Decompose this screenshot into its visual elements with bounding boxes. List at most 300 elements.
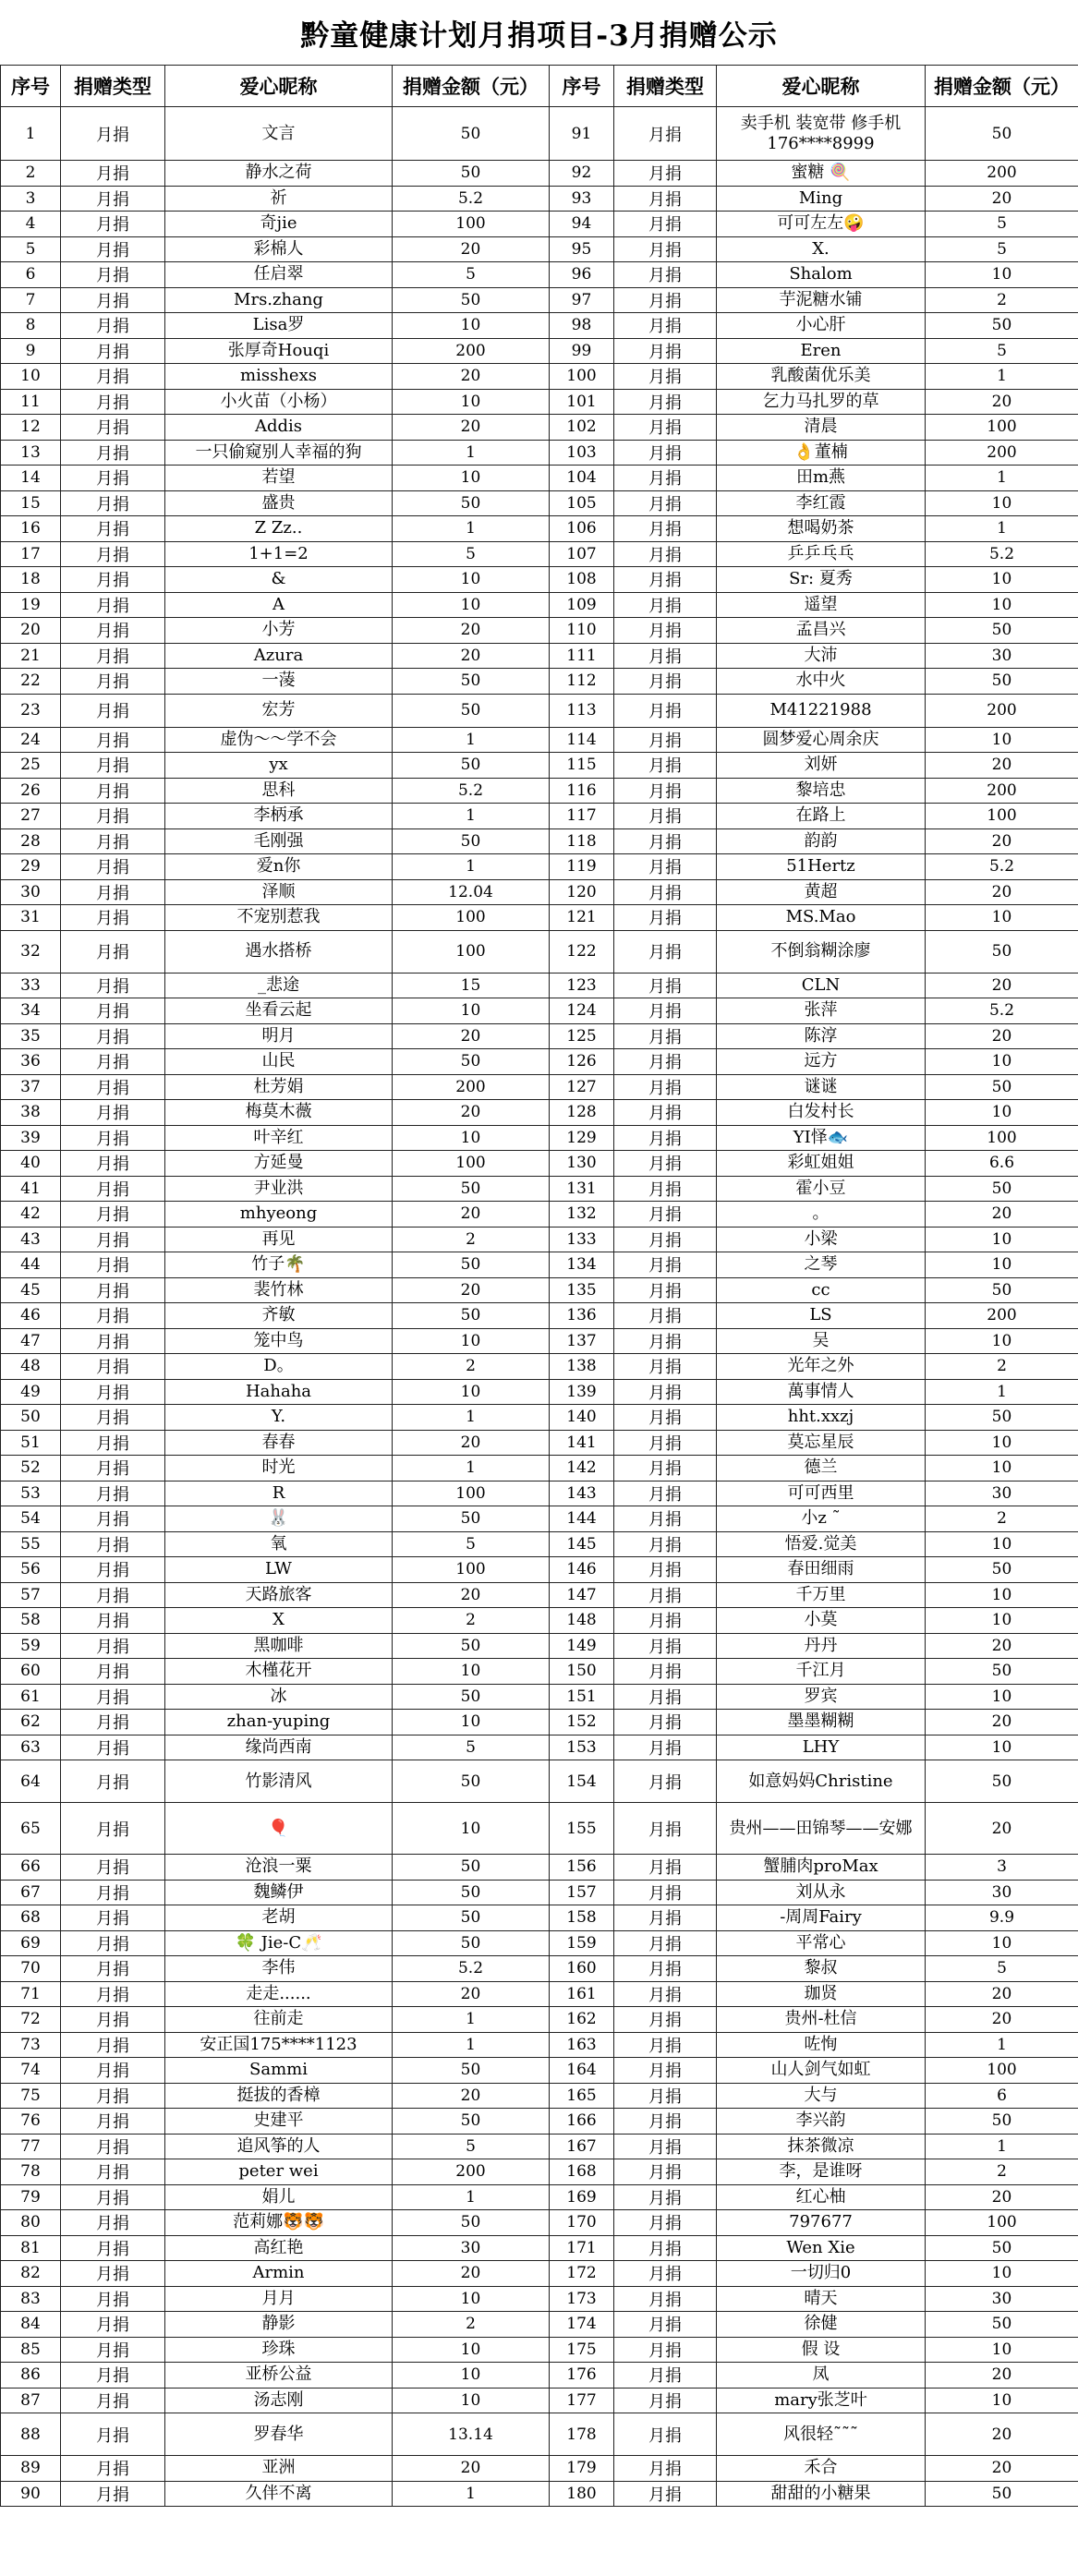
row-type: 月捐 (614, 2481, 717, 2507)
row-type: 月捐 (614, 1151, 717, 1177)
row-nickname: 乒乒乓乓 (717, 541, 926, 567)
row-nickname: 水中火 (717, 669, 926, 695)
row-no: 57 (1, 1582, 61, 1608)
table-row (1, 1405, 1078, 1431)
row-amount: 50 (926, 1405, 1078, 1431)
row-nickname: 小火苗（小杨） (165, 389, 393, 415)
row-no: 105 (550, 490, 614, 516)
table-body (1, 107, 1078, 2507)
row-no: 117 (550, 804, 614, 829)
row-nickname: CLN (717, 973, 926, 998)
row-amount: 10 (926, 1735, 1078, 1760)
row-nickname: 光年之外 (717, 1354, 926, 1380)
row-type: 月捐 (61, 2481, 165, 2507)
row-amount: 13.14 (393, 2413, 550, 2456)
row-nickname: 千万里 (717, 1582, 926, 1608)
table-row (1, 1710, 1078, 1735)
row-nickname: 史建平 (165, 2109, 393, 2135)
row-amount: 20 (926, 1202, 1078, 1228)
row-amount: 10 (926, 1252, 1078, 1278)
row-no: 98 (550, 313, 614, 339)
table-row (1, 313, 1078, 339)
row-amount: 20 (926, 879, 1078, 905)
table-row (1, 2456, 1078, 2482)
row-nickname: 韵韵 (717, 828, 926, 854)
row-nickname: 1+1=2 (165, 541, 393, 567)
table-row (1, 2413, 1078, 2456)
row-no: 69 (1, 1930, 61, 1956)
row-type: 月捐 (61, 107, 165, 161)
row-amount: 50 (393, 1176, 550, 1202)
row-nickname: 彩棉人 (165, 236, 393, 262)
table-row (1, 1506, 1078, 1532)
row-type: 月捐 (61, 1506, 165, 1532)
row-type: 月捐 (61, 1074, 165, 1100)
row-type: 月捐 (61, 2286, 165, 2312)
row-no: 36 (1, 1049, 61, 1075)
row-nickname: _悲途 (165, 973, 393, 998)
row-no: 170 (550, 2210, 614, 2236)
header-row (1, 66, 1078, 107)
row-type: 月捐 (614, 1608, 717, 1634)
row-no: 131 (550, 1176, 614, 1202)
row-no: 101 (550, 389, 614, 415)
row-amount: 100 (926, 804, 1078, 829)
row-nickname: 竹子🌴 (165, 1252, 393, 1278)
row-amount: 1 (393, 2184, 550, 2210)
row-no: 20 (1, 618, 61, 644)
row-amount: 50 (926, 930, 1078, 973)
row-nickname: 黑咖啡 (165, 1633, 393, 1659)
row-type: 月捐 (614, 1430, 717, 1456)
row-type: 月捐 (614, 1379, 717, 1405)
row-type: 月捐 (61, 2456, 165, 2482)
row-no: 147 (550, 1582, 614, 1608)
row-amount: 100 (393, 1151, 550, 1177)
row-amount: 1 (926, 466, 1078, 491)
row-amount: 5 (393, 2134, 550, 2159)
row-nickname: 静水之荷 (165, 161, 393, 187)
row-no: 26 (1, 778, 61, 804)
row-no: 104 (550, 466, 614, 491)
row-amount: 10 (393, 2363, 550, 2389)
row-type: 月捐 (614, 1100, 717, 1126)
row-no: 30 (1, 879, 61, 905)
row-type: 月捐 (61, 1481, 165, 1506)
table-row (1, 415, 1078, 441)
row-nickname: 徐健 (717, 2312, 926, 2338)
row-no: 2 (1, 161, 61, 187)
row-amount: 20 (926, 828, 1078, 854)
row-nickname: 墨墨糊糊 (717, 1710, 926, 1735)
table-row (1, 1582, 1078, 1608)
row-no: 90 (1, 2481, 61, 2507)
row-no: 173 (550, 2286, 614, 2312)
row-no: 23 (1, 694, 61, 727)
row-amount: 200 (926, 440, 1078, 466)
row-type: 月捐 (61, 973, 165, 998)
table-row (1, 618, 1078, 644)
row-nickname: 齐敏 (165, 1303, 393, 1329)
row-type: 月捐 (614, 466, 717, 491)
row-nickname: 想喝奶茶 (717, 516, 926, 542)
row-no: 180 (550, 2481, 614, 2507)
row-type: 月捐 (614, 905, 717, 931)
row-nickname: Azura (165, 643, 393, 669)
row-no: 148 (550, 1608, 614, 1634)
row-type: 月捐 (614, 727, 717, 753)
row-nickname: yx (165, 753, 393, 779)
table-row (1, 930, 1078, 973)
row-no: 33 (1, 973, 61, 998)
row-nickname: 贵州-杜信 (717, 2007, 926, 2033)
row-amount: 10 (393, 1659, 550, 1685)
table-row (1, 998, 1078, 1024)
row-nickname: D。 (165, 1354, 393, 1380)
table-row (1, 2007, 1078, 2033)
row-type: 月捐 (61, 1659, 165, 1685)
row-no: 144 (550, 1506, 614, 1532)
row-no: 139 (550, 1379, 614, 1405)
row-amount: 200 (926, 778, 1078, 804)
row-no: 141 (550, 1430, 614, 1456)
row-nickname: cc (717, 1277, 926, 1303)
row-type: 月捐 (61, 2388, 165, 2413)
table-row (1, 1905, 1078, 1931)
row-type: 月捐 (614, 1905, 717, 1931)
row-type: 月捐 (61, 236, 165, 262)
row-amount: 9.9 (926, 1905, 1078, 1931)
table-row (1, 854, 1078, 880)
row-nickname: M41221988 (717, 694, 926, 727)
row-type: 月捐 (614, 313, 717, 339)
row-type: 月捐 (614, 1735, 717, 1760)
row-type: 月捐 (614, 1023, 717, 1049)
row-nickname: 谜谜 (717, 1074, 926, 1100)
row-nickname: 时光 (165, 1456, 393, 1482)
row-no: 80 (1, 2210, 61, 2236)
table-row (1, 1227, 1078, 1252)
row-no: 102 (550, 415, 614, 441)
row-nickname: 蟹脯肉proMax (717, 1855, 926, 1881)
row-type: 月捐 (614, 1328, 717, 1354)
row-type: 月捐 (61, 1633, 165, 1659)
row-type: 月捐 (614, 2007, 717, 2033)
row-type: 月捐 (61, 2337, 165, 2363)
row-nickname: Lisa罗 (165, 313, 393, 339)
table-row (1, 1176, 1078, 1202)
row-type: 月捐 (614, 1582, 717, 1608)
row-no: 93 (550, 186, 614, 212)
row-nickname: 春田细雨 (717, 1557, 926, 1583)
row-nickname: 珍珠 (165, 2337, 393, 2363)
row-type: 月捐 (61, 727, 165, 753)
row-no: 66 (1, 1855, 61, 1881)
row-nickname: Armin (165, 2261, 393, 2287)
row-type: 月捐 (61, 1328, 165, 1354)
row-no: 163 (550, 2032, 614, 2058)
row-amount: 30 (926, 1481, 1078, 1506)
row-amount: 100 (393, 212, 550, 237)
row-amount: 2 (926, 2159, 1078, 2185)
row-type: 月捐 (61, 1710, 165, 1735)
row-no: 25 (1, 753, 61, 779)
row-nickname: 罗春华 (165, 2413, 393, 2456)
row-amount: 10 (393, 998, 550, 1024)
row-nickname: 风很轻˜˜˜ (717, 2413, 926, 2456)
row-type: 月捐 (614, 778, 717, 804)
row-amount: 50 (393, 694, 550, 727)
row-nickname: 清晨 (717, 415, 926, 441)
row-amount: 1 (926, 2032, 1078, 2058)
row-type: 月捐 (614, 1303, 717, 1329)
row-no: 55 (1, 1531, 61, 1557)
row-no: 53 (1, 1481, 61, 1506)
row-no: 47 (1, 1328, 61, 1354)
row-nickname: 萬事情人 (717, 1379, 926, 1405)
table-row (1, 1557, 1078, 1583)
row-nickname: X (165, 1608, 393, 1634)
row-amount: 10 (926, 490, 1078, 516)
row-nickname: 尹业洪 (165, 1176, 393, 1202)
row-amount: 10 (393, 1125, 550, 1151)
row-type: 月捐 (61, 1303, 165, 1329)
row-type: 月捐 (61, 1176, 165, 1202)
row-no: 86 (1, 2363, 61, 2389)
table-row (1, 287, 1078, 313)
row-type: 月捐 (614, 828, 717, 854)
row-type: 月捐 (614, 753, 717, 779)
table-row (1, 440, 1078, 466)
row-no: 21 (1, 643, 61, 669)
table-row (1, 1684, 1078, 1710)
header-no-2: 序号 (550, 66, 614, 107)
table-row (1, 2032, 1078, 2058)
row-nickname: 之琴 (717, 1252, 926, 1278)
row-amount: 10 (926, 1930, 1078, 1956)
row-nickname: 陈淳 (717, 1023, 926, 1049)
row-nickname: 汤志刚 (165, 2388, 393, 2413)
table-row (1, 1328, 1078, 1354)
row-amount: 5 (926, 338, 1078, 364)
row-amount: 100 (926, 2058, 1078, 2084)
row-type: 月捐 (614, 567, 717, 593)
table-row (1, 1760, 1078, 1803)
row-nickname: 贵州——田锦琴——安娜 (717, 1803, 926, 1855)
table-row (1, 338, 1078, 364)
table-row (1, 1880, 1078, 1905)
table-row (1, 1277, 1078, 1303)
row-nickname: 🐰 (165, 1506, 393, 1532)
row-nickname: X. (717, 236, 926, 262)
row-type: 月捐 (61, 567, 165, 593)
row-no: 52 (1, 1456, 61, 1482)
row-nickname: Eren (717, 338, 926, 364)
row-nickname: 一切归0 (717, 2261, 926, 2287)
row-type: 月捐 (61, 1354, 165, 1380)
row-no: 179 (550, 2456, 614, 2482)
row-amount: 20 (926, 2413, 1078, 2456)
row-nickname: 张萍 (717, 998, 926, 1024)
row-no: 142 (550, 1456, 614, 1482)
row-type: 月捐 (614, 1981, 717, 2007)
row-no: 150 (550, 1659, 614, 1685)
row-nickname: 平常心 (717, 1930, 926, 1956)
row-amount: 100 (393, 930, 550, 973)
row-type: 月捐 (614, 1506, 717, 1532)
row-amount: 10 (393, 389, 550, 415)
row-amount: 50 (393, 107, 550, 161)
row-amount: 30 (926, 1880, 1078, 1905)
row-no: 7 (1, 287, 61, 313)
row-nickname: 沧浪一粟 (165, 1855, 393, 1881)
row-no: 24 (1, 727, 61, 753)
row-nickname: 小心肝 (717, 313, 926, 339)
row-type: 月捐 (614, 879, 717, 905)
row-type: 月捐 (614, 338, 717, 364)
table-row (1, 1930, 1078, 1956)
row-amount: 10 (926, 592, 1078, 618)
row-amount: 10 (393, 1328, 550, 1354)
table-row (1, 541, 1078, 567)
row-nickname: 👌董楠 (717, 440, 926, 466)
row-type: 月捐 (61, 212, 165, 237)
row-no: 61 (1, 1684, 61, 1710)
table-row (1, 2337, 1078, 2363)
table-row (1, 389, 1078, 415)
row-amount: 20 (926, 1981, 1078, 2007)
row-nickname: Hahaha (165, 1379, 393, 1405)
row-nickname: 刘妍 (717, 753, 926, 779)
row-type: 月捐 (61, 1151, 165, 1177)
row-nickname: Mrs.zhang (165, 287, 393, 313)
table-row (1, 643, 1078, 669)
row-nickname: 亚洲 (165, 2456, 393, 2482)
row-nickname: 珈贤 (717, 1981, 926, 2007)
row-no: 59 (1, 1633, 61, 1659)
row-amount: 20 (926, 1633, 1078, 1659)
row-amount: 5 (926, 236, 1078, 262)
row-type: 月捐 (61, 1202, 165, 1228)
row-nickname: 黎叔 (717, 1956, 926, 1982)
row-nickname: 芋泥糖水铺 (717, 287, 926, 313)
row-type: 月捐 (61, 161, 165, 187)
row-amount: 30 (393, 2235, 550, 2261)
row-nickname: 可可西里 (717, 1481, 926, 1506)
row-type: 月捐 (61, 364, 165, 390)
row-no: 43 (1, 1227, 61, 1252)
table-row (1, 466, 1078, 491)
row-nickname: 山民 (165, 1049, 393, 1075)
row-nickname: 不倒翁糊涂廖 (717, 930, 926, 973)
row-amount: 10 (393, 1803, 550, 1855)
row-nickname: 奇jie (165, 212, 393, 237)
row-no: 73 (1, 2032, 61, 2058)
row-amount: 10 (393, 2286, 550, 2312)
row-no: 71 (1, 1981, 61, 2007)
row-type: 月捐 (614, 1125, 717, 1151)
row-type: 月捐 (614, 1710, 717, 1735)
row-no: 38 (1, 1100, 61, 1126)
table-row (1, 1659, 1078, 1685)
row-nickname: 咗恂 (717, 2032, 926, 2058)
row-nickname: mary张芝叶 (717, 2388, 926, 2413)
row-nickname: 禾合 (717, 2456, 926, 2482)
row-amount: 12.04 (393, 879, 550, 905)
row-amount: 10 (926, 727, 1078, 753)
row-no: 5 (1, 236, 61, 262)
row-nickname: 乳酸菌优乐美 (717, 364, 926, 390)
row-amount: 50 (393, 1684, 550, 1710)
row-no: 18 (1, 567, 61, 593)
row-no: 152 (550, 1710, 614, 1735)
row-no: 58 (1, 1608, 61, 1634)
row-nickname: 再见 (165, 1227, 393, 1252)
row-amount: 1 (393, 440, 550, 466)
row-amount: 10 (926, 1227, 1078, 1252)
table-row (1, 2058, 1078, 2084)
row-type: 月捐 (614, 2286, 717, 2312)
table-row (1, 1023, 1078, 1049)
row-amount: 10 (393, 313, 550, 339)
row-type: 月捐 (614, 1227, 717, 1252)
row-no: 77 (1, 2134, 61, 2159)
row-no: 100 (550, 364, 614, 390)
row-type: 月捐 (614, 364, 717, 390)
row-amount: 2 (926, 1506, 1078, 1532)
row-type: 月捐 (614, 2337, 717, 2363)
row-no: 70 (1, 1956, 61, 1982)
row-no: 177 (550, 2388, 614, 2413)
row-amount: 2 (393, 1354, 550, 1380)
table-row (1, 2286, 1078, 2312)
row-no: 85 (1, 2337, 61, 2363)
row-no: 133 (550, 1227, 614, 1252)
row-no: 129 (550, 1125, 614, 1151)
row-amount: 5.2 (393, 186, 550, 212)
row-no: 167 (550, 2134, 614, 2159)
row-type: 月捐 (614, 1880, 717, 1905)
row-no: 78 (1, 2159, 61, 2185)
row-type: 月捐 (61, 1405, 165, 1431)
row-amount: 10 (393, 2337, 550, 2363)
row-no: 99 (550, 338, 614, 364)
row-type: 月捐 (61, 389, 165, 415)
row-type: 月捐 (61, 905, 165, 931)
row-nickname: 久伴不离 (165, 2481, 393, 2507)
row-nickname: 刘从永 (717, 1880, 926, 1905)
row-amount: 50 (393, 828, 550, 854)
row-nickname: 大沛 (717, 643, 926, 669)
row-amount: 5 (393, 1531, 550, 1557)
page-title: 黔童健康计划月捐项目-3月捐赠公示 (300, 18, 778, 53)
row-type: 月捐 (61, 1531, 165, 1557)
row-nickname: 天路旅客 (165, 1582, 393, 1608)
table-row (1, 828, 1078, 854)
row-type: 月捐 (61, 778, 165, 804)
row-type: 月捐 (61, 287, 165, 313)
row-amount: 10 (926, 1456, 1078, 1482)
row-amount: 1 (393, 2007, 550, 2033)
row-amount: 20 (393, 1582, 550, 1608)
row-amount: 20 (926, 389, 1078, 415)
row-nickname: 千江月 (717, 1659, 926, 1685)
row-amount: 1 (393, 1456, 550, 1482)
row-amount: 50 (926, 1557, 1078, 1583)
row-nickname: 追风筝的人 (165, 2134, 393, 2159)
row-amount: 20 (926, 753, 1078, 779)
row-nickname: Shalom (717, 262, 926, 288)
